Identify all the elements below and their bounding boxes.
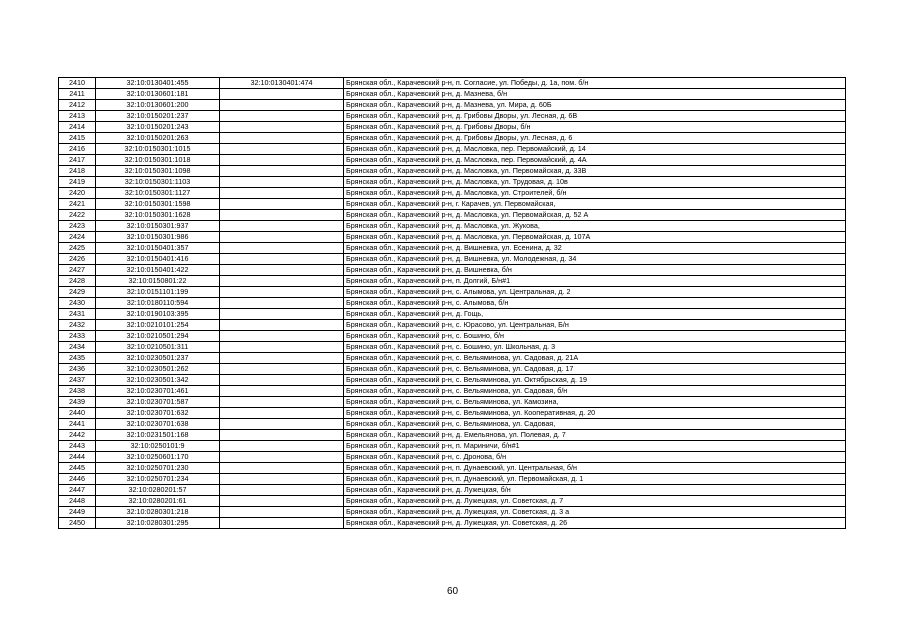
related-cadastral-number-cell bbox=[220, 243, 344, 254]
address-cell: Брянская обл., Карачевский р-н, д. Лужецкая, ул. Советская, д. 7 bbox=[344, 496, 846, 507]
row-number-cell: 2439 bbox=[59, 397, 96, 408]
table-row bbox=[59, 496, 846, 507]
table-row bbox=[59, 320, 846, 331]
cadastral-number-cell: 32:10:0230501:262 bbox=[96, 364, 220, 375]
related-cadastral-number-cell bbox=[220, 265, 344, 276]
table-row bbox=[59, 254, 846, 265]
table-row bbox=[59, 199, 846, 210]
address-cell: Брянская обл., Карачевский р-н, д. Вишневка, ул. Есенина, д. 32 bbox=[344, 243, 846, 254]
cadastral-number-cell: 32:10:0210501:294 bbox=[96, 331, 220, 342]
related-cadastral-number-cell bbox=[220, 298, 344, 309]
address-cell: Брянская обл., Карачевский р-н, д. Масловка, ул. Жукова, bbox=[344, 221, 846, 232]
row-number-cell: 2449 bbox=[59, 507, 96, 518]
address-cell: Брянская обл., Карачевский р-н, с. Вельяминова, ул. Садовая, д. 17 bbox=[344, 364, 846, 375]
address-cell: Брянская обл., Карачевский р-н, д. Вишневка, б/н bbox=[344, 265, 846, 276]
related-cadastral-number-cell bbox=[220, 199, 344, 210]
cadastral-number-cell: 32:10:0230701:632 bbox=[96, 408, 220, 419]
table-row bbox=[59, 265, 846, 276]
row-number-cell: 2437 bbox=[59, 375, 96, 386]
related-cadastral-number-cell bbox=[220, 386, 344, 397]
cadastral-number-cell: 32:10:0130401:455 bbox=[96, 78, 220, 89]
row-number-cell: 2444 bbox=[59, 452, 96, 463]
related-cadastral-number-cell bbox=[220, 177, 344, 188]
cadastral-number-cell: 32:10:0150301:1018 bbox=[96, 155, 220, 166]
cadastral-number-cell: 32:10:0150401:416 bbox=[96, 254, 220, 265]
table-row bbox=[59, 507, 846, 518]
row-number-cell: 2448 bbox=[59, 496, 96, 507]
row-number-cell: 2420 bbox=[59, 188, 96, 199]
address-cell: Брянская обл., Карачевский р-н, п. Мариничи, б/н#1 bbox=[344, 441, 846, 452]
cadastral-number-cell: 32:10:0130601:200 bbox=[96, 100, 220, 111]
cadastral-number-cell: 32:10:0250101:9 bbox=[96, 441, 220, 452]
table-row bbox=[59, 485, 846, 496]
table-row bbox=[59, 210, 846, 221]
address-cell: Брянская обл., Карачевский р-н, п. Долгий, Б/н#1 bbox=[344, 276, 846, 287]
related-cadastral-number-cell bbox=[220, 89, 344, 100]
row-number-cell: 2418 bbox=[59, 166, 96, 177]
address-cell: Брянская обл., Карачевский р-н, с. Вельяминова, ул. Садовая, б/н bbox=[344, 386, 846, 397]
cadastral-number-cell: 32:10:0150201:263 bbox=[96, 133, 220, 144]
address-cell: Брянская обл., Карачевский р-н, д. Масловка, ул. Строителей, б/н bbox=[344, 188, 846, 199]
row-number-cell: 2446 bbox=[59, 474, 96, 485]
row-number-cell: 2447 bbox=[59, 485, 96, 496]
row-number-cell: 2432 bbox=[59, 320, 96, 331]
table-row bbox=[59, 441, 846, 452]
row-number-cell: 2445 bbox=[59, 463, 96, 474]
related-cadastral-number-cell bbox=[220, 276, 344, 287]
related-cadastral-number-cell bbox=[220, 397, 344, 408]
address-cell: Брянская обл., Карачевский р-н, с. Вельяминова, ул. Садовая, bbox=[344, 419, 846, 430]
related-cadastral-number-cell bbox=[220, 518, 344, 529]
related-cadastral-number-cell bbox=[220, 430, 344, 441]
row-number-cell: 2417 bbox=[59, 155, 96, 166]
table-row bbox=[59, 287, 846, 298]
table-row bbox=[59, 133, 846, 144]
row-number-cell: 2416 bbox=[59, 144, 96, 155]
address-cell: Брянская обл., Карачевский р-н, д. Лужецкая, б/н bbox=[344, 485, 846, 496]
registry-table-body bbox=[59, 78, 846, 529]
table-row bbox=[59, 276, 846, 287]
cadastral-number-cell: 32:10:0230501:237 bbox=[96, 353, 220, 364]
cadastral-number-cell: 32:10:0150301:1127 bbox=[96, 188, 220, 199]
table-row bbox=[59, 353, 846, 364]
row-number-cell: 2413 bbox=[59, 111, 96, 122]
cadastral-number-cell: 32:10:0230501:342 bbox=[96, 375, 220, 386]
cadastral-number-cell: 32:10:0150301:1598 bbox=[96, 199, 220, 210]
table-row bbox=[59, 221, 846, 232]
related-cadastral-number-cell bbox=[220, 331, 344, 342]
cadastral-number-cell: 32:10:0231501:168 bbox=[96, 430, 220, 441]
cadastral-number-cell: 32:10:0280201:61 bbox=[96, 496, 220, 507]
related-cadastral-number-cell bbox=[220, 474, 344, 485]
row-number-cell: 2419 bbox=[59, 177, 96, 188]
cadastral-number-cell: 32:10:0230701:638 bbox=[96, 419, 220, 430]
related-cadastral-number-cell bbox=[220, 309, 344, 320]
table-row bbox=[59, 166, 846, 177]
address-cell: Брянская обл., Карачевский р-н, д. Грибовы Дворы, ул. Лесная, д. 6В bbox=[344, 111, 846, 122]
table-row bbox=[59, 309, 846, 320]
related-cadastral-number-cell bbox=[220, 232, 344, 243]
registry-table bbox=[58, 77, 846, 529]
address-cell: Брянская обл., Карачевский р-н, с. Вельяминова, ул. Октябрьская, д. 19 bbox=[344, 375, 846, 386]
related-cadastral-number-cell bbox=[220, 122, 344, 133]
table-row bbox=[59, 397, 846, 408]
related-cadastral-number-cell bbox=[220, 210, 344, 221]
cadastral-number-cell: 32:10:0150201:243 bbox=[96, 122, 220, 133]
address-cell: Брянская обл., Карачевский р-н, с. Алымова, ул. Центральная, д. 2 bbox=[344, 287, 846, 298]
table-row bbox=[59, 298, 846, 309]
cadastral-number-cell: 32:10:0150401:357 bbox=[96, 243, 220, 254]
table-row bbox=[59, 408, 846, 419]
row-number-cell: 2423 bbox=[59, 221, 96, 232]
row-number-cell: 2442 bbox=[59, 430, 96, 441]
row-number-cell: 2441 bbox=[59, 419, 96, 430]
cadastral-number-cell: 32:10:0150301:937 bbox=[96, 221, 220, 232]
cadastral-number-cell: 32:10:0280301:218 bbox=[96, 507, 220, 518]
related-cadastral-number-cell bbox=[220, 375, 344, 386]
table-row bbox=[59, 364, 846, 375]
cadastral-number-cell: 32:10:0150301:1098 bbox=[96, 166, 220, 177]
table-row bbox=[59, 386, 846, 397]
cadastral-number-cell: 32:10:0130601:181 bbox=[96, 89, 220, 100]
address-cell: Брянская обл., Карачевский р-н, д. Лужецкая, ул. Советская, д. 26 bbox=[344, 518, 846, 529]
cadastral-number-cell: 32:10:0151101:199 bbox=[96, 287, 220, 298]
related-cadastral-number-cell bbox=[220, 364, 344, 375]
address-cell: Брянская обл., Карачевский р-н, д. Мазнева, ул. Мира, д. 60Б bbox=[344, 100, 846, 111]
row-number-cell: 2424 bbox=[59, 232, 96, 243]
address-cell: Брянская обл., Карачевский р-н, п. Дунаевский, ул. Центральная, б/н bbox=[344, 463, 846, 474]
related-cadastral-number-cell bbox=[220, 155, 344, 166]
table-row bbox=[59, 155, 846, 166]
cadastral-number-cell: 32:10:0250701:234 bbox=[96, 474, 220, 485]
row-number-cell: 2443 bbox=[59, 441, 96, 452]
cadastral-number-cell: 32:10:0250701:230 bbox=[96, 463, 220, 474]
row-number-cell: 2438 bbox=[59, 386, 96, 397]
row-number-cell: 2430 bbox=[59, 298, 96, 309]
table-row bbox=[59, 375, 846, 386]
related-cadastral-number-cell bbox=[220, 353, 344, 364]
table-row bbox=[59, 232, 846, 243]
related-cadastral-number-cell bbox=[220, 287, 344, 298]
row-number-cell: 2415 bbox=[59, 133, 96, 144]
related-cadastral-number-cell bbox=[220, 419, 344, 430]
related-cadastral-number-cell bbox=[220, 320, 344, 331]
related-cadastral-number-cell bbox=[220, 342, 344, 353]
address-cell: Брянская обл., Карачевский р-н, с. Юрасово, ул. Центральная, Б/н bbox=[344, 320, 846, 331]
related-cadastral-number-cell bbox=[220, 166, 344, 177]
address-cell: Брянская обл., Карачевский р-н, д. Вишневка, ул. Молодежная, д. 34 bbox=[344, 254, 846, 265]
table-row bbox=[59, 89, 846, 100]
address-cell: Брянская обл., Карачевский р-н, д. Грибовы Дворы, ул. Лесная, д. 6 bbox=[344, 133, 846, 144]
address-cell: Брянская обл., Карачевский р-н, с. Бошино, б/н bbox=[344, 331, 846, 342]
address-cell: Брянская обл., Карачевский р-н, д. Масловка, ул. Трудовая, д. 10в bbox=[344, 177, 846, 188]
cadastral-number-cell: 32:10:0210501:311 bbox=[96, 342, 220, 353]
address-cell: Брянская обл., Карачевский р-н, д. Масловка, ул. Первомайская, д. 107А bbox=[344, 232, 846, 243]
cadastral-number-cell: 32:10:0150201:237 bbox=[96, 111, 220, 122]
related-cadastral-number-cell bbox=[220, 408, 344, 419]
address-cell: Брянская обл., Карачевский р-н, п. Согласие, ул. Победы, д. 1а, пом. б/н bbox=[344, 78, 846, 89]
row-number-cell: 2436 bbox=[59, 364, 96, 375]
related-cadastral-number-cell bbox=[220, 133, 344, 144]
row-number-cell: 2412 bbox=[59, 100, 96, 111]
address-cell: Брянская обл., Карачевский р-н, с. Вельяминова, ул. Садовая, д. 21А bbox=[344, 353, 846, 364]
related-cadastral-number-cell bbox=[220, 441, 344, 452]
related-cadastral-number-cell bbox=[220, 188, 344, 199]
row-number-cell: 2425 bbox=[59, 243, 96, 254]
page-number: 60 bbox=[446, 586, 459, 597]
related-cadastral-number-cell: 32:10:0130401:474 bbox=[220, 78, 344, 89]
row-number-cell: 2450 bbox=[59, 518, 96, 529]
table-row bbox=[59, 177, 846, 188]
table-row bbox=[59, 243, 846, 254]
row-number-cell: 2434 bbox=[59, 342, 96, 353]
row-number-cell: 2427 bbox=[59, 265, 96, 276]
row-number-cell: 2428 bbox=[59, 276, 96, 287]
cadastral-number-cell: 32:10:0150401:422 bbox=[96, 265, 220, 276]
related-cadastral-number-cell bbox=[220, 100, 344, 111]
address-cell: Брянская обл., Карачевский р-н, с. Алымова, б/н bbox=[344, 298, 846, 309]
cadastral-number-cell: 32:10:0190103:395 bbox=[96, 309, 220, 320]
row-number-cell: 2422 bbox=[59, 210, 96, 221]
address-cell: Брянская обл., Карачевский р-н, с. Бошино, ул. Школьная, д. 3 bbox=[344, 342, 846, 353]
related-cadastral-number-cell bbox=[220, 452, 344, 463]
address-cell: Брянская обл., Карачевский р-н, д. Масловка, ул. Первомайская, д. 33В bbox=[344, 166, 846, 177]
table-row bbox=[59, 122, 846, 133]
address-cell: Брянская обл., Карачевский р-н, д. Емельянова, ул. Полевая, д. 7 bbox=[344, 430, 846, 441]
table-row bbox=[59, 430, 846, 441]
row-number-cell: 2440 bbox=[59, 408, 96, 419]
table-row bbox=[59, 518, 846, 529]
row-number-cell: 2431 bbox=[59, 309, 96, 320]
related-cadastral-number-cell bbox=[220, 254, 344, 265]
cadastral-number-cell: 32:10:0280201:57 bbox=[96, 485, 220, 496]
cadastral-number-cell: 32:10:0150301:1015 bbox=[96, 144, 220, 155]
row-number-cell: 2435 bbox=[59, 353, 96, 364]
address-cell: Брянская обл., Карачевский р-н, с. Вельяминова, ул. Кооперативная, д. 20 bbox=[344, 408, 846, 419]
related-cadastral-number-cell bbox=[220, 463, 344, 474]
row-number-cell: 2429 bbox=[59, 287, 96, 298]
address-cell: Брянская обл., Карачевский р-н, п. Дунаевский, ул. Первомайская, д. 1 bbox=[344, 474, 846, 485]
cadastral-number-cell: 32:10:0150301:1103 bbox=[96, 177, 220, 188]
table-row bbox=[59, 419, 846, 430]
address-cell: Брянская обл., Карачевский р-н, д. Мазнева, б/н bbox=[344, 89, 846, 100]
address-cell: Брянская обл., Карачевский р-н, д. Масловка, пер. Первомайский, д. 14 bbox=[344, 144, 846, 155]
address-cell: Брянская обл., Карачевский р-н, с. Вельяминова, ул. Камозина, bbox=[344, 397, 846, 408]
row-number-cell: 2410 bbox=[59, 78, 96, 89]
table-row bbox=[59, 331, 846, 342]
cadastral-number-cell: 32:10:0180110:594 bbox=[96, 298, 220, 309]
address-cell: Брянская обл., Карачевский р-н, д. Гощь, bbox=[344, 309, 846, 320]
address-cell: Брянская обл., Карачевский р-н, д. Масловка, пер. Первомайский, д. 4А bbox=[344, 155, 846, 166]
related-cadastral-number-cell bbox=[220, 144, 344, 155]
cadastral-number-cell: 32:10:0250601:170 bbox=[96, 452, 220, 463]
cadastral-number-cell: 32:10:0230701:587 bbox=[96, 397, 220, 408]
row-number-cell: 2421 bbox=[59, 199, 96, 210]
row-number-cell: 2411 bbox=[59, 89, 96, 100]
table-row bbox=[59, 342, 846, 353]
table-row bbox=[59, 474, 846, 485]
table-row bbox=[59, 452, 846, 463]
address-cell: Брянская обл., Карачевский р-н, д. Лужецкая, ул. Советская, д. 3 а bbox=[344, 507, 846, 518]
address-cell: Брянская обл., Карачевский р-н, с. Дронова, б/н bbox=[344, 452, 846, 463]
related-cadastral-number-cell bbox=[220, 485, 344, 496]
table-row bbox=[59, 144, 846, 155]
cadastral-number-cell: 32:10:0150301:986 bbox=[96, 232, 220, 243]
related-cadastral-number-cell bbox=[220, 111, 344, 122]
related-cadastral-number-cell bbox=[220, 507, 344, 518]
cadastral-number-cell: 32:10:0150301:1628 bbox=[96, 210, 220, 221]
related-cadastral-number-cell bbox=[220, 221, 344, 232]
address-cell: Брянская обл., Карачевский р-н, д. Масловка, ул. Первомайская, д. 52 А bbox=[344, 210, 846, 221]
row-number-cell: 2414 bbox=[59, 122, 96, 133]
address-cell: Брянская обл., Карачевский р-н, г. Карачев, ул. Первомайская, bbox=[344, 199, 846, 210]
table-row bbox=[59, 188, 846, 199]
table-row bbox=[59, 100, 846, 111]
row-number-cell: 2433 bbox=[59, 331, 96, 342]
cadastral-number-cell: 32:10:0150801:22 bbox=[96, 276, 220, 287]
row-number-cell: 2426 bbox=[59, 254, 96, 265]
table-row bbox=[59, 463, 846, 474]
related-cadastral-number-cell bbox=[220, 496, 344, 507]
cadastral-number-cell: 32:10:0210101:254 bbox=[96, 320, 220, 331]
address-cell: Брянская обл., Карачевский р-н, д. Грибовы Дворы, б/н bbox=[344, 122, 846, 133]
cadastral-number-cell: 32:10:0280301:295 bbox=[96, 518, 220, 529]
table-row bbox=[59, 78, 846, 89]
table-row bbox=[59, 111, 846, 122]
cadastral-number-cell: 32:10:0230701:461 bbox=[96, 386, 220, 397]
